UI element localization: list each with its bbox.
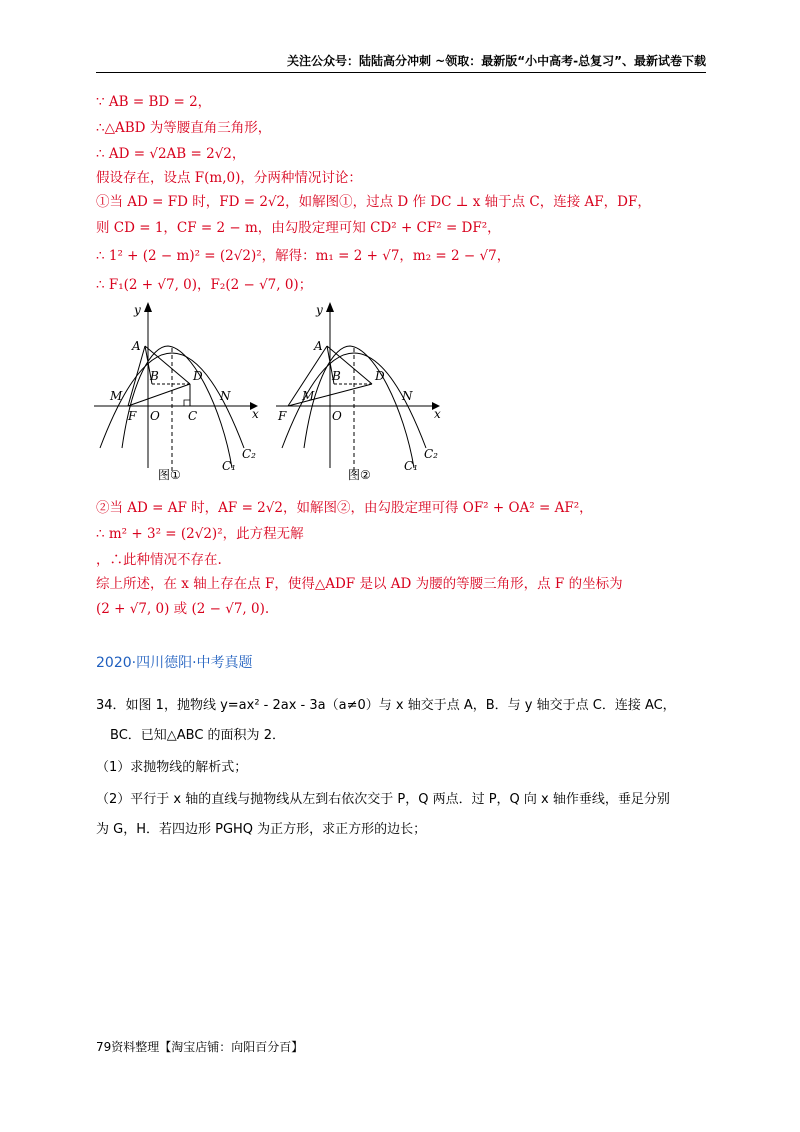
solution2-line-4: 综上所述，在 x 轴上存在点 F，使得△ADF 是以 AD 为腰的等腰三角形，点 F 的坐标为 <box>96 576 623 592</box>
problem-line-2: BC．已知△ABC 的面积为 2． <box>110 728 285 743</box>
solution-line-3: ∴ AD = √2AB = 2√2， <box>96 146 246 162</box>
fig1-label-x: x <box>252 407 259 421</box>
fig1-label-c2: C₂ <box>242 447 256 461</box>
problem-part-1: （1）求抛物线的解析式； <box>96 760 248 775</box>
solution-line-1: ∵ AB = BD = 2， <box>96 94 212 110</box>
solution2-line-1: ②当 AD = AF 时，AF = 2√2，如解图②，由勾股定理可得 OF² + OA² = AF²， <box>96 500 593 516</box>
solution-line-8: ∴ F₁(2 + √7, 0)，F₂(2 − √7, 0)； <box>96 277 313 293</box>
problem-line-1: 34．如图 1，抛物线 y=ax² - 2ax - 3a（a≠0）与 x 轴交于点 A，B．与 y 轴交于点 C．连接 AC， <box>96 698 676 713</box>
fig2-label-c1: C₁ <box>404 459 418 473</box>
figure-1-diagram <box>92 298 272 480</box>
fig2-label-m: M <box>302 389 315 403</box>
solution2-line-5: (2 + √7, 0) 或 (2 − √7, 0). <box>96 601 270 617</box>
solution-line-5: ①当 AD = FD 时，FD = 2√2，如解图①，过点 D 作 DC ⊥ x 轴于点 C，连接 AF，DF， <box>96 194 651 210</box>
page-footer: 79资料整理【淘宝店铺：向阳百分百】 <box>96 1040 304 1054</box>
fig1-label-f: F <box>128 409 137 423</box>
page-header: 关注公众号：陆陆高分冲刺 ~领取：最新版“小中高考-总复习”、最新试卷下载 <box>96 52 706 73</box>
figure-1-caption: 图① <box>158 468 181 482</box>
problem-part-2-line-1: （2）平行于 x 轴的直线与抛物线从左到右依次交于 P，Q 两点．过 P，Q 向 x 轴作垂线，垂足分别 <box>96 792 670 807</box>
fig2-label-x: x <box>434 407 441 421</box>
fig2-label-a: A <box>314 339 323 353</box>
solution2-line-2: ∴ m² + 3² = (2√2)²，此方程无解 <box>96 526 304 542</box>
solution-line-2: ∴△ABD 为等腰直角三角形， <box>96 120 272 136</box>
fig2-label-n: N <box>402 389 413 403</box>
fig1-label-d: D <box>193 369 203 383</box>
fig2-label-y: y <box>316 303 323 317</box>
fig2-label-o: O <box>332 409 342 423</box>
fig2-label-c2: C₂ <box>424 447 438 461</box>
fig2-label-b: B <box>332 369 341 383</box>
section-title: 2020·四川德阳·中考真题 <box>96 655 253 671</box>
fig2-label-d: D <box>375 369 385 383</box>
fig2-label-f: F <box>278 409 287 423</box>
figure-2-diagram <box>274 298 454 480</box>
fig1-label-c: C <box>188 409 198 423</box>
problem-part-2-line-2: 为 G，H．若四边形 PGHQ 为正方形，求正方形的边长； <box>96 822 427 837</box>
fig1-label-a: A <box>132 339 141 353</box>
solution-line-6: 则 CD = 1，CF = 2 − m，由勾股定理可知 CD² + CF² = DF²， <box>96 220 501 236</box>
figure-2-caption: 图② <box>348 468 371 482</box>
fig1-label-o: O <box>150 409 160 423</box>
solution-line-4: 假设存在，设点 F(m,0)，分两种情况讨论： <box>96 170 362 186</box>
solution2-line-3: ，∴此种情况不存在. <box>96 552 222 568</box>
fig1-label-n: N <box>220 389 231 403</box>
solution-line-7: ∴ 1² + (2 − m)² = (2√2)²，解得：m₁ = 2 + √7，m₂ = 2 − √7， <box>96 248 511 264</box>
fig1-label-m: M <box>110 389 123 403</box>
fig1-label-b: B <box>150 369 159 383</box>
fig1-label-c1: C₁ <box>222 459 236 473</box>
fig1-label-y: y <box>134 303 141 317</box>
